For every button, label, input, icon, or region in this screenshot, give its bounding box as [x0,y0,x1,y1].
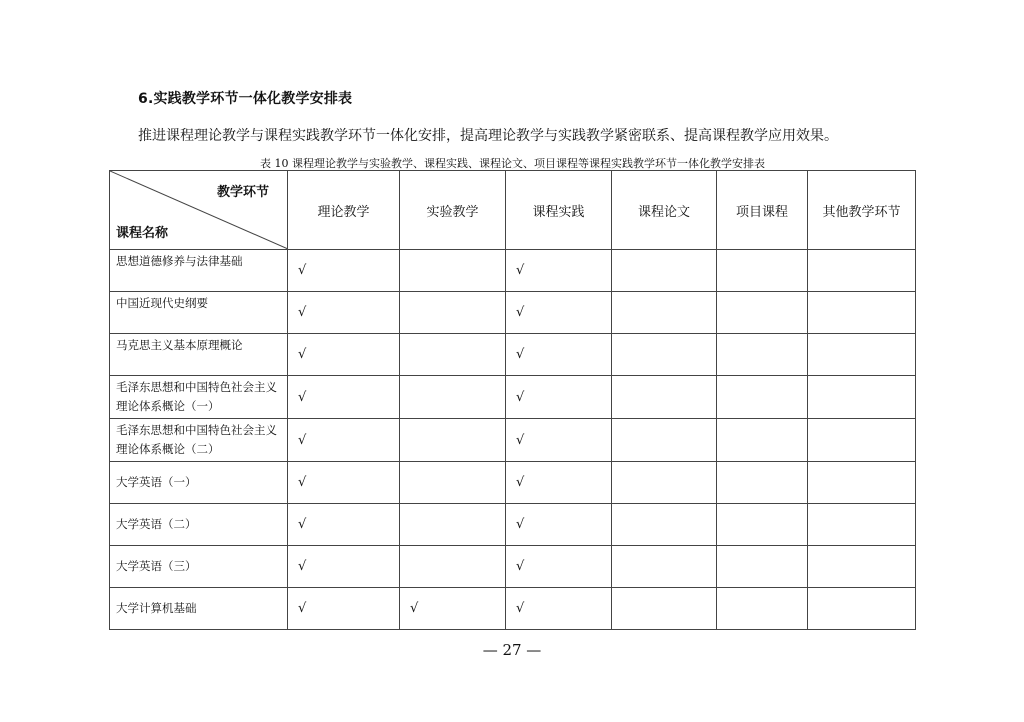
check-mark-cell [400,419,506,462]
check-mark-cell: √ [506,504,612,546]
check-mark-cell: √ [288,376,400,419]
check-mark-cell: √ [288,292,400,334]
check-mark-cell: √ [288,588,400,630]
course-name-cell: 大学英语（二） [110,504,288,546]
check-mark-cell [808,462,916,504]
check-mark-cell [717,588,808,630]
course-name-cell: 毛泽东思想和中国特色社会主义理论体系概论（二） [110,419,288,462]
check-mark-cell [717,504,808,546]
check-mark-cell [612,462,717,504]
course-name-cell: 思想道德修养与法律基础 [110,250,288,292]
course-name-cell: 大学英语（三） [110,546,288,588]
table-row [110,462,916,504]
teaching-plan-table [109,170,916,630]
check-mark-cell [400,292,506,334]
column-header: 课程实践 [506,171,612,250]
section-heading: 6.实践教学环节一体化教学安排表 [138,91,353,107]
check-mark-cell [612,588,717,630]
intro-paragraph: 推进课程理论教学与课程实践教学环节一体化安排，提高理论教学与实践教学紧密联系、提高课程教学应用效果。 [138,128,838,144]
check-mark-cell [400,250,506,292]
table-row [110,250,916,292]
course-name-cell: 大学计算机基础 [110,588,288,630]
check-mark-cell: √ [506,292,612,334]
check-mark-cell: √ [288,419,400,462]
check-mark-cell [717,376,808,419]
check-mark-cell [717,419,808,462]
table-caption: 表 10 课程理论教学与实验教学、课程实践、课程论文、项目课程等课程实践教学环节一体化教学安排表 [260,157,765,170]
table-row [110,546,916,588]
check-mark-cell: √ [506,376,612,419]
check-mark-cell [808,334,916,376]
check-mark-cell [717,462,808,504]
course-name-cell: 毛泽东思想和中国特色社会主义理论体系概论（一） [110,376,288,419]
check-mark-cell: √ [506,419,612,462]
check-mark-cell: √ [288,504,400,546]
table-row [110,504,916,546]
table-body [110,250,916,630]
check-mark-cell: √ [506,250,612,292]
check-mark-cell [612,250,717,292]
check-mark-cell [612,546,717,588]
check-mark-cell [717,546,808,588]
check-mark-cell [612,334,717,376]
check-mark-cell: √ [506,462,612,504]
column-header: 项目课程 [717,171,808,250]
table-row [110,334,916,376]
check-mark-cell: √ [288,546,400,588]
page-number: — 27 — [482,641,542,659]
corner-label-course-name: 课程名称 [116,226,169,241]
check-mark-cell [612,376,717,419]
table-row [110,376,916,419]
check-mark-cell [717,334,808,376]
check-mark-cell: √ [288,462,400,504]
check-mark-cell [808,250,916,292]
column-header: 课程论文 [612,171,717,250]
check-mark-cell [808,292,916,334]
check-mark-cell: √ [506,334,612,376]
course-name-cell: 中国近现代史纲要 [110,292,288,334]
column-header: 其他教学环节 [808,171,916,250]
check-mark-cell [808,588,916,630]
check-mark-cell [612,419,717,462]
check-mark-cell: √ [400,588,506,630]
check-mark-cell [612,292,717,334]
column-header: 实验教学 [400,171,506,250]
check-mark-cell [400,462,506,504]
check-mark-cell [808,504,916,546]
course-name-cell: 大学英语（一） [110,462,288,504]
column-header: 理论教学 [288,171,400,250]
check-mark-cell [400,334,506,376]
check-mark-cell [717,250,808,292]
check-mark-cell [400,504,506,546]
check-mark-cell [400,546,506,588]
table-row [110,292,916,334]
check-mark-cell [717,292,808,334]
check-mark-cell [400,376,506,419]
check-mark-cell [808,376,916,419]
table-row [110,588,916,630]
corner-header-cell [110,171,288,250]
check-mark-cell [808,546,916,588]
corner-label-teaching-stage: 教学环节 [216,185,269,200]
course-name-cell: 马克思主义基本原理概论 [110,334,288,376]
check-mark-cell: √ [506,588,612,630]
check-mark-cell: √ [288,250,400,292]
check-mark-cell [808,419,916,462]
check-mark-cell: √ [506,546,612,588]
check-mark-cell [612,504,717,546]
table-row [110,419,916,462]
check-mark-cell: √ [288,334,400,376]
